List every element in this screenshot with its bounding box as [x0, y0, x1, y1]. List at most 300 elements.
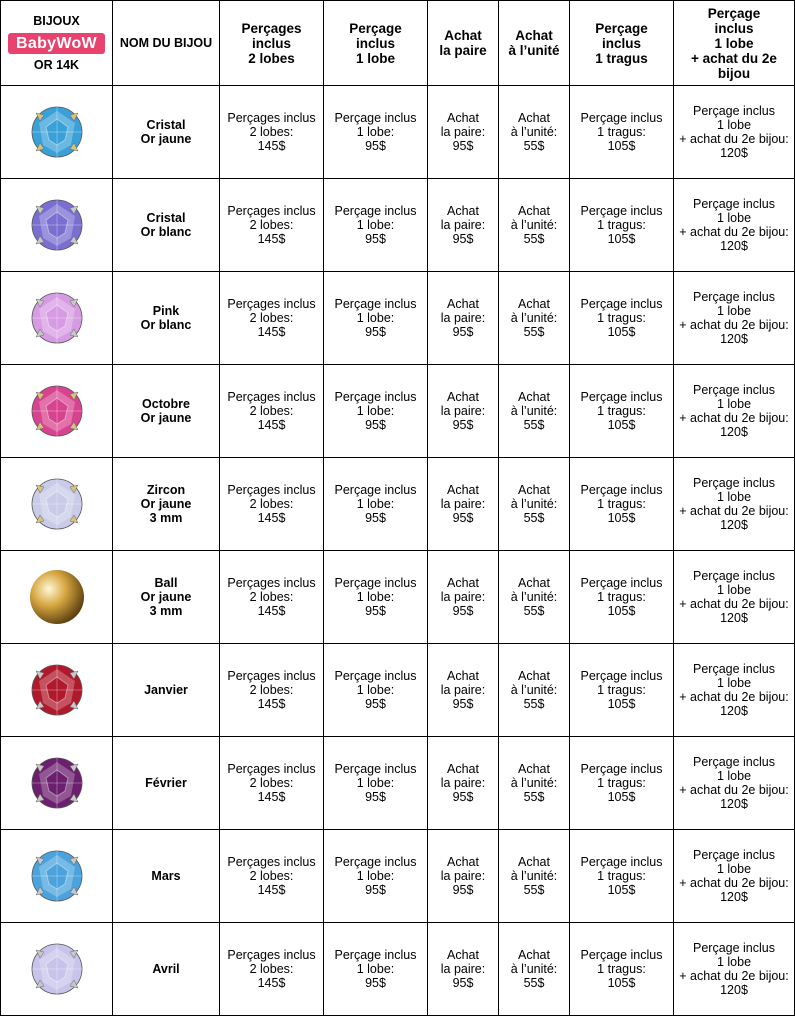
cell-line: à l’unité:	[510, 776, 558, 790]
jewel-image-cell	[1, 86, 113, 179]
table-row	[1, 365, 795, 458]
table-row	[1, 458, 795, 551]
cell-line: 145$	[257, 511, 286, 525]
cell-line: Perçage inclus	[580, 297, 663, 311]
cell-line: 1 lobe:	[356, 590, 395, 604]
cell-line: 2 lobes:	[249, 125, 294, 139]
cell-line: 105$	[607, 790, 636, 804]
price-cell-unite	[499, 644, 570, 737]
cell-line: 120$	[720, 797, 748, 811]
cell-line: Perçage inclus	[693, 662, 775, 676]
price-cell-lobes2	[220, 923, 324, 1016]
jewel-image-cell	[1, 644, 113, 737]
cell-line: 1 tragus:	[597, 218, 646, 232]
cell-line: 1 lobe	[716, 583, 752, 597]
cell-line: 105$	[607, 232, 636, 246]
price-cell-paire	[428, 830, 499, 923]
cell-line: à l’unité:	[510, 869, 558, 883]
cell-line: Achat	[447, 855, 479, 869]
price-cell-lobes2	[220, 272, 324, 365]
price-cell-lobes2	[220, 737, 324, 830]
cell-line: Achat	[447, 948, 479, 962]
price-cell-lobes2	[220, 830, 324, 923]
cell-line: 145$	[257, 325, 286, 339]
cell-line: 120$	[720, 983, 748, 997]
cell-line: 95$	[365, 232, 386, 246]
cell-line: 3 mm	[149, 604, 183, 618]
cell-line: 1 lobe	[716, 676, 752, 690]
cell-line: Achat	[447, 111, 479, 125]
cell-line: 105$	[607, 325, 636, 339]
price-cell-lobe1	[324, 644, 428, 737]
cell-line: la paire:	[440, 776, 486, 790]
cell-line: Perçage inclus	[334, 576, 417, 590]
cell-line: 95$	[365, 697, 386, 711]
price-cell-lobe1	[324, 830, 428, 923]
cell-line: à l’unité:	[510, 683, 558, 697]
cell-line: la paire:	[440, 590, 486, 604]
cell-line: Pink	[152, 304, 180, 318]
cell-line: 105$	[607, 976, 636, 990]
h-line: + achat du 2e bijou	[691, 50, 777, 81]
price-cell-bijou2	[674, 830, 795, 923]
cell-line: Or jaune	[140, 590, 192, 604]
cell-line: à l’unité:	[510, 218, 558, 232]
cell-line: 120$	[720, 239, 748, 253]
price-cell-lobes2	[220, 179, 324, 272]
price-cell-tragus	[570, 86, 674, 179]
cell-line: 145$	[257, 604, 286, 618]
cell-line: 120$	[720, 890, 748, 904]
cell-line: 1 lobe	[716, 490, 752, 504]
jewel-name-cell	[113, 272, 220, 365]
jewel-image-cell	[1, 551, 113, 644]
cell-line: Perçage inclus	[693, 848, 775, 862]
babywow-logo: BabyWoW	[8, 33, 105, 54]
cell-line: 2 lobes:	[249, 590, 294, 604]
cell-line: Perçage inclus	[580, 576, 663, 590]
price-cell-lobes2	[220, 365, 324, 458]
cell-line: Achat	[518, 948, 550, 962]
table-row	[1, 551, 795, 644]
cell-line: Achat	[447, 297, 479, 311]
price-cell-tragus	[570, 551, 674, 644]
cell-line: Perçage inclus	[580, 948, 663, 962]
brand-bottom-label: OR 14K	[33, 57, 80, 72]
cell-line: Perçage inclus	[334, 948, 417, 962]
cell-line: + achat du 2e bijou:	[679, 690, 789, 704]
price-cell-lobes2	[220, 551, 324, 644]
price-cell-bijou2	[674, 923, 795, 1016]
cell-line: Perçage inclus	[334, 855, 417, 869]
zircon-gold-gem-icon	[26, 473, 88, 535]
cell-line: 1 tragus:	[597, 311, 646, 325]
cell-line: 3 mm	[149, 511, 183, 525]
jewel-name-cell	[113, 737, 220, 830]
table-row	[1, 86, 795, 179]
price-cell-bijou2	[674, 737, 795, 830]
cell-line: 1 lobe	[716, 955, 752, 969]
cell-line: 55$	[523, 418, 545, 432]
h-line: 1 lobe	[714, 35, 754, 51]
cell-line: 55$	[523, 604, 545, 618]
cell-line: Achat	[518, 669, 550, 683]
cell-line: Perçage inclus	[334, 297, 417, 311]
h-line: 1 lobe	[355, 50, 395, 66]
cell-line: 145$	[257, 139, 286, 153]
cell-line: Achat	[518, 297, 550, 311]
cell-line: la paire:	[440, 683, 486, 697]
cell-line: Perçage inclus	[334, 204, 417, 218]
cell-line: + achat du 2e bijou:	[679, 969, 789, 983]
cell-line: + achat du 2e bijou:	[679, 876, 789, 890]
cell-line: 105$	[607, 418, 636, 432]
price-cell-paire	[428, 458, 499, 551]
cell-line: à l’unité:	[510, 125, 558, 139]
cell-line: 55$	[523, 697, 545, 711]
cell-line: 95$	[365, 883, 386, 897]
cell-line: Achat	[518, 576, 550, 590]
cell-line: Achat	[518, 204, 550, 218]
h-line: inclus	[714, 20, 754, 36]
price-cell-tragus	[570, 644, 674, 737]
cell-line: Or jaune	[140, 132, 192, 146]
cell-line: Perçages inclus	[227, 111, 316, 125]
price-cell-bijou2	[674, 272, 795, 365]
price-cell-bijou2	[674, 458, 795, 551]
cell-line: Achat	[447, 204, 479, 218]
cell-line: 1 tragus:	[597, 125, 646, 139]
price-cell-unite	[499, 86, 570, 179]
jewel-image-cell	[1, 737, 113, 830]
cell-line: à l’unité:	[510, 590, 558, 604]
cell-line: 105$	[607, 511, 636, 525]
cell-line: 1 lobe	[716, 304, 752, 318]
jewel-image-cell	[1, 272, 113, 365]
cell-line: 105$	[607, 883, 636, 897]
price-cell-lobe1	[324, 923, 428, 1016]
table-row	[1, 644, 795, 737]
cell-line: 120$	[720, 332, 748, 346]
cell-line: Perçage inclus	[334, 390, 417, 404]
jewel-name-cell	[113, 551, 220, 644]
cell-line: Achat	[447, 390, 479, 404]
cell-line: Perçage inclus	[580, 669, 663, 683]
price-cell-unite	[499, 830, 570, 923]
cell-line: Achat	[447, 576, 479, 590]
cell-line: 1 lobe	[716, 118, 752, 132]
cell-line: à l’unité:	[510, 497, 558, 511]
cell-line: 55$	[523, 325, 545, 339]
cell-line: Perçage inclus	[693, 197, 775, 211]
cell-line: 55$	[523, 790, 545, 804]
jewel-name-cell	[113, 923, 220, 1016]
cell-line: la paire:	[440, 125, 486, 139]
cell-line: 95$	[452, 604, 474, 618]
price-cell-unite	[499, 179, 570, 272]
cell-line: à l’unité:	[510, 962, 558, 976]
price-cell-lobe1	[324, 86, 428, 179]
h-line: inclus	[601, 35, 641, 51]
price-cell-bijou2	[674, 644, 795, 737]
cell-line: Février	[145, 776, 187, 790]
h-line: Perçage	[595, 20, 648, 36]
cell-line: + achat du 2e bijou:	[679, 504, 789, 518]
brand-cell	[1, 1, 113, 86]
crystal-ab-silver-gem-icon	[26, 194, 88, 256]
cell-line: + achat du 2e bijou:	[679, 132, 789, 146]
cell-line: Janvier	[144, 683, 188, 697]
cell-line: Perçage inclus	[334, 483, 417, 497]
cell-line: 120$	[720, 704, 748, 718]
cell-line: 1 lobe	[716, 862, 752, 876]
cell-line: 120$	[720, 146, 748, 160]
cell-line: 1 tragus:	[597, 962, 646, 976]
table-row	[1, 272, 795, 365]
cell-line: 95$	[365, 418, 386, 432]
cell-line: 95$	[452, 232, 474, 246]
col-header-2e-bijou	[674, 1, 795, 86]
cell-line: 95$	[452, 139, 474, 153]
h-line: Perçage	[349, 20, 402, 36]
cell-line: 105$	[607, 697, 636, 711]
cell-line: 95$	[365, 790, 386, 804]
price-cell-paire	[428, 179, 499, 272]
cell-line: 55$	[523, 511, 545, 525]
cell-line: 2 lobes:	[249, 776, 294, 790]
cell-line: Octobre	[142, 397, 190, 411]
cell-line: Achat	[518, 855, 550, 869]
fevrier-silver-gem-icon	[26, 752, 88, 814]
cell-line: 105$	[607, 604, 636, 618]
cell-line: Perçages inclus	[227, 669, 316, 683]
cell-line: 120$	[720, 611, 748, 625]
cell-line: 1 tragus:	[597, 683, 646, 697]
cell-line: 1 lobe:	[356, 962, 395, 976]
price-cell-tragus	[570, 830, 674, 923]
cell-line: + achat du 2e bijou:	[679, 225, 789, 239]
cell-line: 1 lobe:	[356, 869, 395, 883]
price-cell-tragus	[570, 923, 674, 1016]
price-cell-lobe1	[324, 179, 428, 272]
cell-line: Perçage inclus	[580, 855, 663, 869]
cell-line: 55$	[523, 139, 545, 153]
price-cell-unite	[499, 737, 570, 830]
price-cell-lobes2	[220, 86, 324, 179]
cell-line: Achat	[518, 390, 550, 404]
price-cell-tragus	[570, 737, 674, 830]
cell-line: 95$	[365, 604, 386, 618]
jewel-name-cell	[113, 830, 220, 923]
cell-line: la paire:	[440, 311, 486, 325]
cell-line: 95$	[365, 976, 386, 990]
cell-line: Or blanc	[140, 318, 192, 332]
price-cell-bijou2	[674, 365, 795, 458]
h-line: la paire	[439, 43, 487, 58]
price-cell-lobe1	[324, 365, 428, 458]
cell-line: Perçage inclus	[693, 755, 775, 769]
price-cell-paire	[428, 86, 499, 179]
jewel-image-cell	[1, 830, 113, 923]
cell-line: + achat du 2e bijou:	[679, 318, 789, 332]
cell-line: 145$	[257, 697, 286, 711]
cell-line: + achat du 2e bijou:	[679, 411, 789, 425]
price-cell-unite	[499, 272, 570, 365]
cell-line: Perçages inclus	[227, 948, 316, 962]
cell-line: 2 lobes:	[249, 311, 294, 325]
cell-line: 95$	[365, 511, 386, 525]
cell-line: 120$	[720, 425, 748, 439]
pink-silver-gem-icon	[26, 287, 88, 349]
cell-line: 2 lobes:	[249, 869, 294, 883]
cell-line: Or jaune	[140, 411, 192, 425]
jewel-image-cell	[1, 179, 113, 272]
janvier-silver-gem-icon	[26, 659, 88, 721]
cell-line: Or blanc	[140, 225, 192, 239]
cell-line: Perçage inclus	[334, 762, 417, 776]
cell-line: à l’unité:	[510, 404, 558, 418]
cell-line: Perçage inclus	[693, 941, 775, 955]
avril-silver-gem-icon	[26, 938, 88, 1000]
cell-line: 2 lobes:	[249, 683, 294, 697]
col-header-paire	[428, 1, 499, 86]
cell-line: 120$	[720, 518, 748, 532]
header-row	[1, 1, 795, 86]
cell-line: 145$	[257, 232, 286, 246]
price-cell-tragus	[570, 458, 674, 551]
table-row	[1, 737, 795, 830]
cell-line: 2 lobes:	[249, 404, 294, 418]
cell-line: la paire:	[440, 404, 486, 418]
cell-line: Achat	[518, 111, 550, 125]
h-line: Achat	[444, 28, 482, 43]
cell-line: 105$	[607, 139, 636, 153]
price-cell-paire	[428, 737, 499, 830]
price-cell-lobe1	[324, 458, 428, 551]
cell-line: Perçage inclus	[580, 111, 663, 125]
cell-line: Perçages inclus	[227, 204, 316, 218]
cell-line: 2 lobes:	[249, 497, 294, 511]
h-line: Perçage	[707, 5, 761, 21]
cell-line: Perçages inclus	[227, 762, 316, 776]
cell-line: 145$	[257, 790, 286, 804]
price-cell-tragus	[570, 365, 674, 458]
cell-line: 95$	[365, 325, 386, 339]
price-cell-unite	[499, 458, 570, 551]
jewel-name-cell	[113, 458, 220, 551]
cell-line: 1 lobe:	[356, 125, 395, 139]
cell-line: Or jaune	[140, 497, 192, 511]
cell-line: 95$	[452, 325, 474, 339]
price-cell-paire	[428, 644, 499, 737]
price-cell-paire	[428, 365, 499, 458]
cell-line: la paire:	[440, 218, 486, 232]
h-line: inclus	[355, 35, 395, 51]
cell-line: la paire:	[440, 962, 486, 976]
cell-line: 95$	[452, 697, 474, 711]
cell-line: 1 tragus:	[597, 590, 646, 604]
h-line: inclus	[251, 35, 291, 51]
col-header-tragus	[570, 1, 674, 86]
col-header-2lobes	[220, 1, 324, 86]
mars-silver-gem-icon	[26, 845, 88, 907]
cell-line: 1 lobe	[716, 397, 752, 411]
jewel-image-cell	[1, 458, 113, 551]
table-row	[1, 179, 795, 272]
price-cell-unite	[499, 551, 570, 644]
price-cell-bijou2	[674, 179, 795, 272]
cell-line: Achat	[518, 762, 550, 776]
h-line: à l’unité	[508, 43, 560, 58]
cell-line: 2 lobes:	[249, 962, 294, 976]
price-cell-unite	[499, 923, 570, 1016]
price-cell-tragus	[570, 272, 674, 365]
cell-line: 1 lobe:	[356, 497, 395, 511]
cell-line: Achat	[518, 483, 550, 497]
cell-line: 145$	[257, 418, 286, 432]
cell-line: Perçage inclus	[693, 476, 775, 490]
cell-line: Perçages inclus	[227, 855, 316, 869]
cell-line: 1 tragus:	[597, 404, 646, 418]
cell-line: Perçage inclus	[580, 390, 663, 404]
h-line: 1 tragus	[595, 50, 648, 66]
cell-line: 95$	[452, 790, 474, 804]
cell-line: la paire:	[440, 869, 486, 883]
cell-line: 55$	[523, 976, 545, 990]
cell-line: 95$	[452, 418, 474, 432]
jewel-image-cell	[1, 923, 113, 1016]
h-line: 2 lobes	[248, 50, 295, 66]
cell-line: Achat	[447, 483, 479, 497]
h-line: Perçages	[241, 20, 302, 36]
cell-line: 55$	[523, 232, 545, 246]
cell-line: 95$	[452, 976, 474, 990]
price-cell-unite	[499, 365, 570, 458]
table-row	[1, 923, 795, 1016]
cell-line: 1 lobe:	[356, 404, 395, 418]
cell-line: Zircon	[146, 483, 186, 497]
price-cell-lobe1	[324, 737, 428, 830]
jewel-name-cell	[113, 644, 220, 737]
cell-line: Cristal	[146, 118, 186, 132]
cell-line: 1 lobe:	[356, 776, 395, 790]
cell-line: 1 lobe:	[356, 683, 395, 697]
cell-line: Mars	[151, 869, 181, 883]
cell-line: la paire:	[440, 497, 486, 511]
cell-line: Perçages inclus	[227, 483, 316, 497]
price-cell-bijou2	[674, 86, 795, 179]
cell-line: Perçages inclus	[227, 390, 316, 404]
cell-line: Perçage inclus	[580, 483, 663, 497]
cell-line: Avril	[152, 962, 180, 976]
cell-line: Perçage inclus	[693, 569, 775, 583]
cell-line: Achat	[447, 762, 479, 776]
price-cell-lobe1	[324, 272, 428, 365]
octobre-gold-gem-icon	[26, 380, 88, 442]
table-row	[1, 830, 795, 923]
col-header-name: NOM DU BIJOU	[113, 1, 220, 86]
jewel-name-cell	[113, 86, 220, 179]
cell-line: Cristal	[146, 211, 186, 225]
cell-line: Perçage inclus	[580, 204, 663, 218]
cell-line: Perçages inclus	[227, 297, 316, 311]
cell-line: + achat du 2e bijou:	[679, 597, 789, 611]
cell-line: 1 tragus:	[597, 869, 646, 883]
cell-line: Perçages inclus	[227, 576, 316, 590]
cell-line: 1 lobe:	[356, 311, 395, 325]
cell-line: 1 lobe	[716, 211, 752, 225]
jewel-image-cell	[1, 365, 113, 458]
